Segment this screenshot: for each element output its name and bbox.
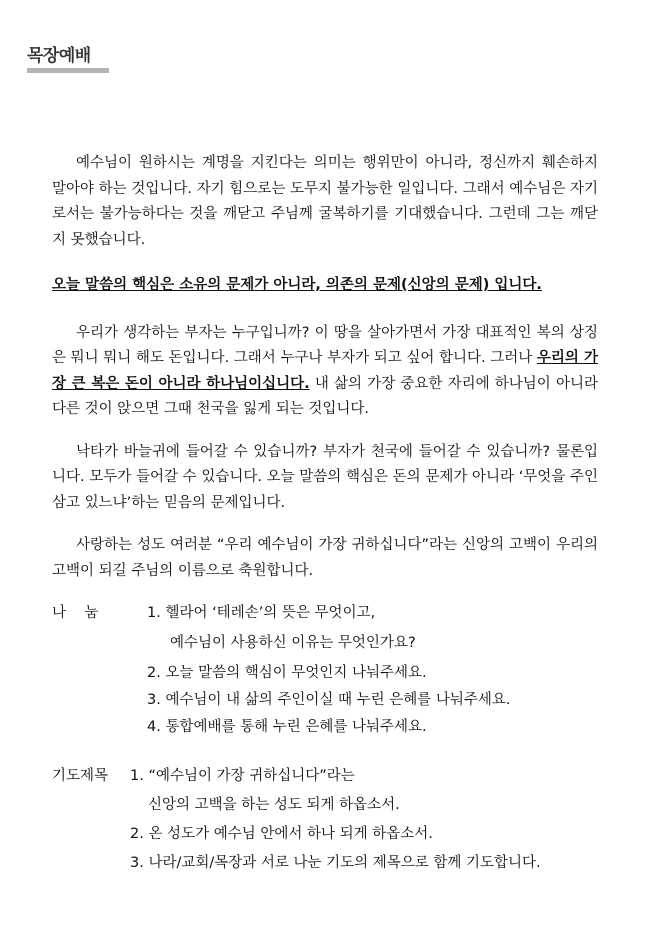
core-message: 오늘 말씀의 핵심은 소유의 문제가 아니라, 의존의 문제(신앙의 문제) 입니다. [52, 277, 542, 293]
prayer-item: 1. “예수님이 가장 귀하십니다”라는 [130, 768, 355, 784]
sharing-label: 나 눔 [52, 605, 99, 621]
prayer-label: 기도제목 [52, 768, 109, 784]
sharing-row-4 [52, 688, 598, 715]
sharing-item: 1. 헬라어 ‘테레손’의 뜻은 무엇이고, [147, 605, 376, 621]
paragraph-rich-man [52, 321, 598, 423]
prayer-row-3 [52, 822, 598, 851]
sharing-row-2 [52, 631, 598, 661]
sharing-item: 2. 오늘 말씀의 핵심이 무엇인지 나눠주세요. [147, 665, 427, 681]
paragraph-camel-needle: 낙타가 바늘귀에 들어갈 수 있습니까? 부자가 천국에 들어갈 수 있습니까? 물론입니다. 모두가 들어갈 수 있습니다. 오늘 말씀의 핵심은 돈의 문제가 아니라 ‘무엇을 주인 삼고 있느냐’하는 믿음의 문제입니다. [52, 443, 598, 511]
prayer-section [52, 764, 598, 880]
sharing-row-5 [52, 715, 598, 742]
paragraph-rich-man-text-end: 내 삶의 가장 중요한 자리에 하나님이 아니라 다른 것이 앉으면 그때 천국을 잃게 되는 것입니다. [52, 375, 598, 417]
sharing-item: 3. 예수님이 내 삶의 주인이실 때 누린 은혜를 나눠주세요. [147, 692, 511, 708]
sharing-section [52, 601, 598, 742]
prayer-row-4 [52, 851, 598, 880]
header-title: 목장예배 [27, 46, 91, 66]
prayer-item: 3. 나라/교회/목장과 서로 나눈 기도의 제목으로 함께 기도합니다. [130, 855, 541, 871]
sharing-item: 예수님이 사용하신 이유는 무엇인가요? [170, 635, 416, 651]
sharing-row-3 [52, 661, 598, 688]
prayer-row-1 [52, 764, 598, 793]
prayer-item: 신앙의 고백을 하는 성도 되게 하옵소서. [148, 797, 400, 813]
sharing-item: 4. 통합예배를 통해 누린 은혜를 나눠주세요. [147, 719, 427, 735]
paragraph-commandment: 예수님이 원하시는 계명을 지킨다는 의미는 행위만이 아니라, 정신까지 훼손하지 말아야 하는 것입니다. 자기 힘으로는 도무지 불가능한 일입니다. 그래서 예수님은 자기로서는 불가능하다는 것을 깨닫고 주님께 굴복하기를 기대했습니다. 그런데 그는 깨닫지 못했습니다. [52, 155, 598, 248]
highlight-greatest-blessing: 우리의 가장 큰 복은 돈이 아니라 하나님이십니다. [52, 350, 598, 392]
paragraph-blessing: 사랑하는 성도 여러분 “우리 예수님이 가장 귀하십니다”라는 신앙의 고백이 우리의 고백이 되길 주님의 이름으로 축원합니다. [52, 537, 598, 579]
document-body [52, 151, 598, 880]
prayer-item: 2. 온 성도가 예수님 안에서 하나 되게 하옵소서. [130, 826, 433, 842]
header [27, 41, 109, 73]
header-underline-bar [27, 68, 109, 73]
sharing-row-1 [52, 601, 598, 631]
prayer-row-2 [52, 793, 598, 822]
paragraph-rich-man-text: 우리가 생각하는 부자는 누구입니까? 이 땅을 살아가면서 가장 대표적인 복의 상징은 뭐니 뭐니 해도 돈입니다. 그래서 누구나 부자가 되고 싶어 합니다. 그러나 [52, 324, 598, 366]
